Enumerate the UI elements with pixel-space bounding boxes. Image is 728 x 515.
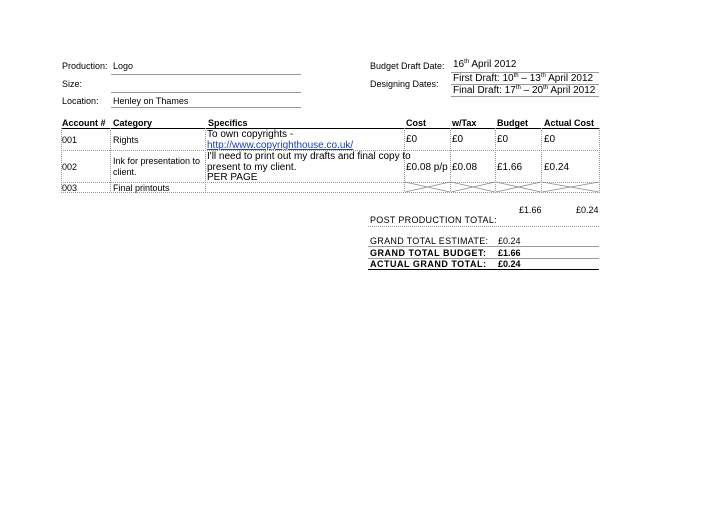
column-header-actual: Actual Cost	[544, 118, 595, 128]
table-row-001-specifics: To own copyrights -	[207, 129, 294, 140]
size-label: Size:	[62, 79, 83, 89]
column-header-account: Account #	[62, 118, 106, 128]
actual-sum: £0.24	[576, 205, 599, 215]
table-row-002-specifics-line2: present to my client.	[207, 162, 297, 173]
table-row-002-category-line2: client.	[113, 167, 137, 177]
location-value: Henley on Thames	[113, 96, 189, 106]
table-row-002-budget: £1.66	[497, 162, 523, 173]
column-header-specifics: Specifics	[208, 118, 248, 128]
final-draft-dates: Final Draft: 17th – 20th April 2012	[453, 85, 596, 96]
column-header-category: Category	[113, 118, 153, 128]
grand-total-budget-label: GRAND TOTAL BUDGET:	[370, 248, 487, 258]
table-row-001-account: 001	[62, 135, 78, 145]
column-header-cost: Cost	[406, 118, 426, 128]
copyright-link[interactable]: http://www.copyrighthouse.co.uk/	[207, 140, 354, 151]
grand-estimate-rule	[368, 246, 599, 247]
actual-grand-total-label: ACTUAL GRAND TOTAL:	[370, 259, 487, 269]
grand-total-budget-value: £1.66	[498, 248, 521, 258]
actual-grand-total-value: £0.24	[498, 259, 521, 269]
grand-total-estimate-value: £0.24	[498, 236, 521, 246]
grand-total-estimate-label: GRAND TOTAL ESTIMATE:	[370, 236, 489, 246]
table-row-002-specifics-line1: I'll need to print out my drafts and final copy to	[207, 151, 411, 162]
budget-sum: £1.66	[519, 205, 542, 215]
designing-label: Designing Dates:	[370, 79, 439, 89]
table-row-002-category-line1: Ink for presentation to	[113, 156, 201, 166]
budget-draft-label: Budget Draft Date:	[370, 61, 445, 71]
post-production-rule	[368, 226, 599, 227]
table-row-003-category: Final printouts	[113, 183, 170, 193]
location-label: Location:	[62, 96, 99, 106]
table-row-001-budget: £0	[497, 134, 509, 145]
table-row-001-cost: £0	[406, 134, 418, 145]
table-row-003-account: 003	[62, 183, 78, 193]
table-row-001-category: Rights	[113, 135, 139, 145]
table-row-002-actual: £0.24	[544, 162, 570, 173]
table-row-002-tax: £0.08	[452, 162, 478, 173]
post-production-total-label: POST PRODUCTION TOTAL:	[370, 215, 497, 225]
production-label: Production:	[62, 61, 108, 71]
production-value: Logo	[113, 61, 134, 71]
table-row-002-account: 002	[62, 162, 78, 172]
table-row-001-tax: £0	[452, 134, 464, 145]
actual-grand-rule	[368, 269, 599, 270]
table-row-002-specifics-line3: PER PAGE	[207, 172, 258, 183]
table-row-001-actual: £0	[544, 134, 556, 145]
column-header-tax: w/Tax	[452, 118, 477, 128]
first-draft-dates: First Draft: 10th – 13th April 2012	[453, 73, 594, 84]
budget-draft-date: 16th April 2012	[453, 59, 517, 70]
column-header-budget: Budget	[497, 118, 528, 128]
table-row-002-cost: £0.08 p/p	[406, 162, 448, 173]
